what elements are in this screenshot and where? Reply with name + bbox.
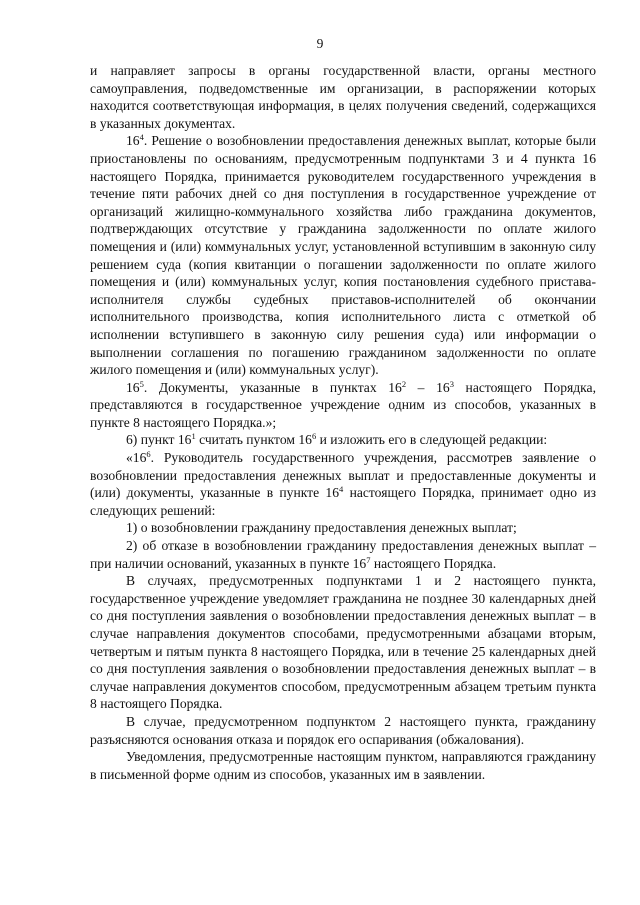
text-run: 16: [126, 133, 140, 149]
superscript: 2: [401, 378, 407, 389]
superscript: 4: [139, 132, 144, 143]
text-run: Уведомления, предусмотренные настоящим пунктом, направляются гражданину в письменной форме одним из способов, указанных им в заявлении.: [90, 749, 596, 782]
paragraph-p-decision-1: [90, 519, 596, 537]
text-run: «16: [126, 450, 147, 466]
text-run: и направляет запросы в органы государственной власти, органы местного самоуправления, подведомственные им организации, в распоряжении которых находится соответствующая информация, в целях получения сведений, содержащихся в указанных документах.: [90, 63, 596, 131]
paragraph-p-16-4: [90, 132, 596, 378]
text-run: В случае, предусмотренном подпунктом 2 настоящего пункта, гражданину разъясняются основания отказа и порядок его оспаривания (обжалования).: [90, 713, 596, 747]
superscript: 1: [191, 431, 196, 442]
superscript: 7: [366, 554, 371, 565]
text-run: 2) об отказе в возобновлении гражданину предоставления денежных выплат – при наличии оснований, указанных в пункте 16: [90, 538, 596, 571]
text-run: настоящего Порядка.: [370, 555, 497, 571]
superscript: 4: [339, 484, 344, 495]
page-number: 9: [316, 36, 324, 51]
text-run: настоящего Порядка, принимает одно из следующих решений:: [90, 485, 596, 518]
paragraph-p-16-6: [90, 449, 596, 519]
paragraph-p-item-6: [90, 431, 596, 449]
document-body: [90, 62, 596, 783]
paragraph-p-16-5: [90, 379, 596, 432]
text-run: . Руководитель государственного учреждения, рассмотрев заявление о возобновлении предоставления денежных выплат и предоставленные документы и (или) документы, указанные в пункте 16: [90, 450, 596, 501]
superscript: 3: [449, 378, 454, 389]
text-run: 6) пункт 16: [126, 432, 192, 448]
text-run: . Решение о возобновлении предоставления денежных выплат, которые были приостановлены по основаниям, предусмотренным подпунктами 3 и 4 пункта 16 настоящего Порядка, принимается руководителем государственного учреждения в течение пяти рабочих дней со дня поступления в государственное учреждение от организаций жилищно-коммунального хозяйства либо гражданина документов, подтверждающих отсутствие у гражданина задолженности по оплате жилого помещения и (или) коммунальных услуг, установленной вступившим в законную силу решением суда (копия квитанции о погашении задолженности по оплате жилого помещения и (или) коммунальных услуг, копия постановления судебного пристава-исполнителя службы судебных приставов-исполнителей об окончании исполнительного производства, копия исполнительного листа с отметкой об исполнении вступившего в законную силу решения суда) или информации о выполнении соглашения по погашению гражданином задолженности по оплате жилого помещения и (или) коммунальных услуг).: [90, 133, 596, 378]
paragraph-p-continuation: [90, 62, 596, 132]
text-run: 1) о возобновлении гражданину предоставления денежных выплат;: [126, 520, 517, 536]
paragraph-p-refusal-explanation: [90, 713, 596, 748]
superscript: 6: [311, 431, 317, 442]
text-run: . Документы, указанные в пунктах 16: [143, 379, 402, 395]
text-run: В случаях, предусмотренных подпунктами 1 и 2 настоящего пункта, государственное учреждение уведомляет гражданина не позднее 30 календарных дней со дня поступления заявления о возобновлении предоставления денежных выплат – в случае направления документов способами, предусмотренными абзацами вторым, четвертым и пятым пункта 8 настоящего Порядка, или в течение 25 календарных дней со дня поступления заявления о возобновлении предоставления денежных выплат – в случае направления документов способом, предусмотренным абзацем третьим пункта 8 настоящего Порядка.: [90, 573, 596, 712]
text-run: настоящего Порядка, представляются в государственное учреждение одним из способов, указанных в пункте 8 настоящего Порядка.»;: [90, 379, 596, 430]
text-run: 16: [126, 379, 140, 395]
paragraph-p-notifications-sent: [90, 748, 596, 783]
paragraph-p-notification-cases: [90, 572, 596, 713]
superscript: 6: [146, 449, 151, 460]
text-run: считать пунктом 16: [195, 432, 312, 448]
superscript: 5: [139, 378, 144, 389]
text-run: и изложить его в следующей редакции:: [316, 432, 548, 448]
paragraph-p-decision-2: [90, 537, 596, 572]
text-run: – 16: [406, 379, 450, 395]
